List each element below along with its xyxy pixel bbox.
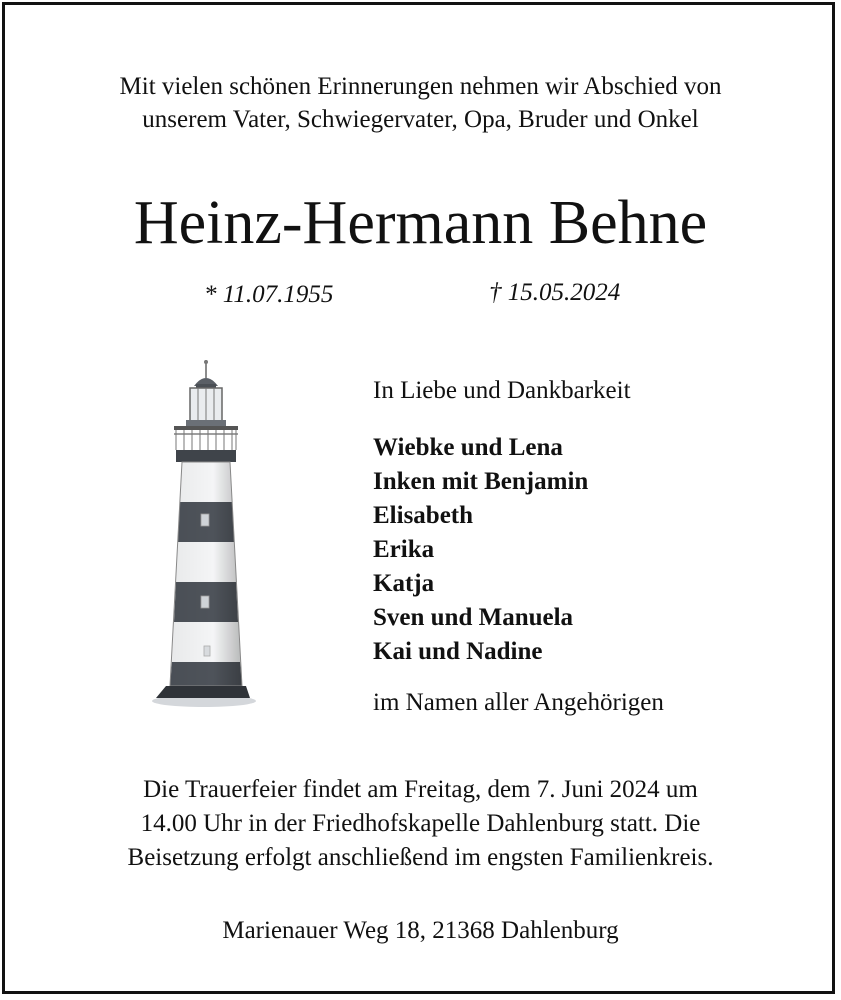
mourner-name: Katja xyxy=(373,570,435,597)
mourner-name: Kai und Nadine xyxy=(373,638,543,665)
intro-line-1: Mit vielen schönen Erinnerungen nehmen wir Abschied von xyxy=(119,73,722,100)
address: Marienauer Weg 18, 21368 Dahlenburg xyxy=(222,917,619,944)
intro-line-2: unserem Vater, Schwiegervater, Opa, Bruder und Onkel xyxy=(142,106,699,133)
mourners-opening: In Liebe und Dankbarkeit xyxy=(373,377,631,404)
mourner-name: Inken mit Benjamin xyxy=(373,468,589,495)
death-date: † 15.05.2024 xyxy=(489,279,621,306)
mourners-name-list xyxy=(373,431,813,669)
service-line-1: Die Trauerfeier findet am Freitag, dem 7. Juni 2024 um xyxy=(143,776,698,803)
mourners-block xyxy=(373,376,813,718)
lighthouse-icon xyxy=(146,356,266,718)
deceased-name: Heinz-Hermann Behne xyxy=(133,189,708,257)
service-line-3: Beisetzung erfolgt anschließend im engsten Familienkreis. xyxy=(127,844,714,871)
service-info xyxy=(0,773,841,875)
intro-text xyxy=(0,70,841,136)
service-line-2: 14.00 Uhr in der Friedhofskapelle Dahlenburg statt. Die xyxy=(140,810,701,837)
mourner-name: Wiebke und Lena xyxy=(373,434,563,461)
birth-date: * 11.07.1955 xyxy=(204,281,334,308)
mourner-name: Elisabeth xyxy=(373,502,474,529)
mourner-name: Sven und Manuela xyxy=(373,604,574,631)
mourner-name: Erika xyxy=(373,536,435,563)
mourners-closing: im Namen aller Angehörigen xyxy=(373,689,664,716)
